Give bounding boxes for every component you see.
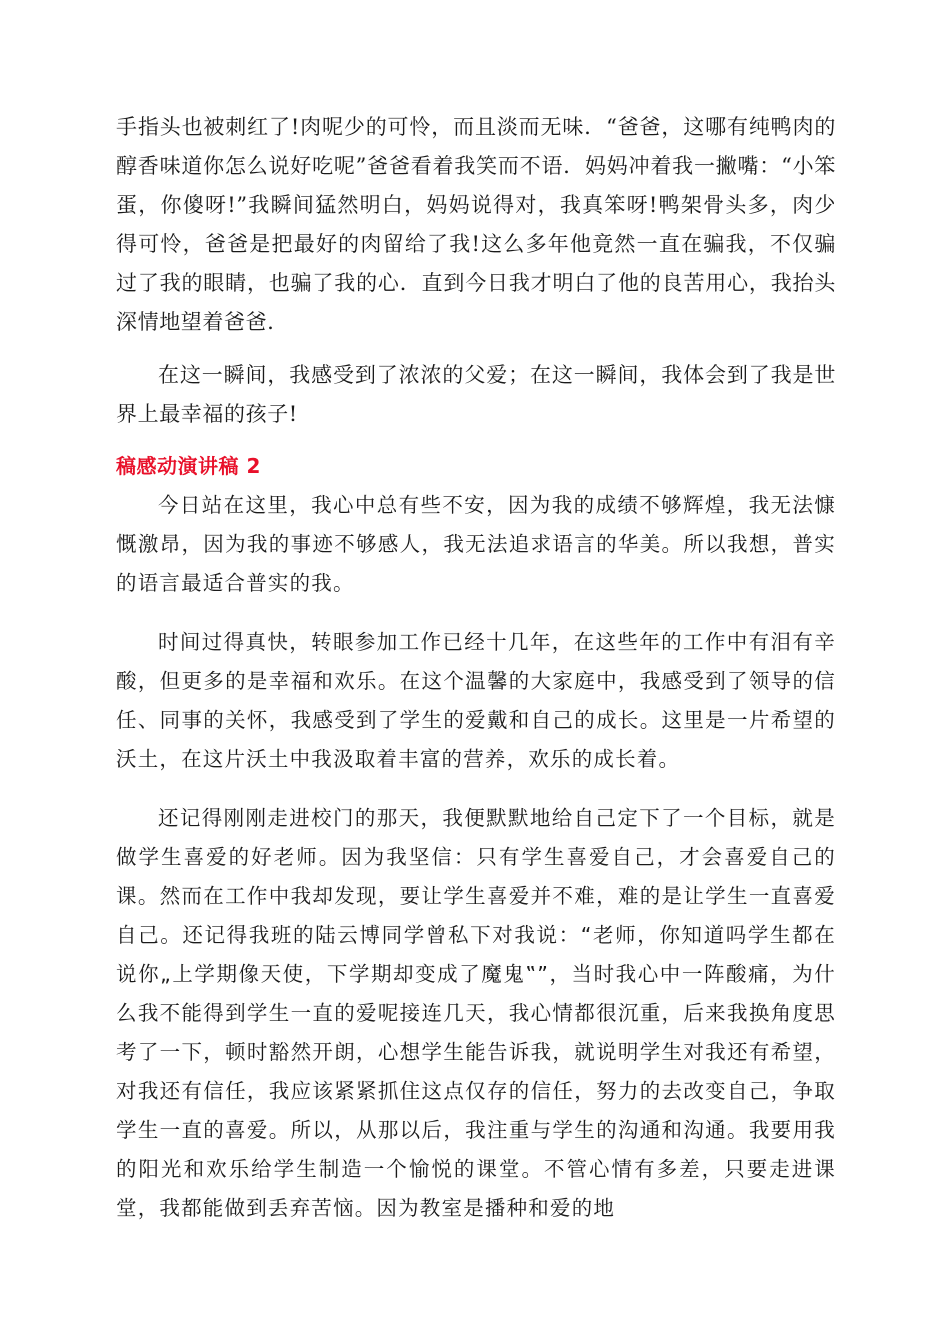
- paragraph-4: 时间过得真快，转眼参加工作已经十几年，在这些年的工作中有泪有辛酸，但更多的是幸福和欢乐。在这个温馨的大家庭中，我感受到了领导的信任、同事的关怀，我感受到了学生的爱戴和自己的成长。这里是一片希望的沃土，在这片沃土中我汲取着丰富的营养，欢乐的成长着。: [116, 630, 836, 771]
- paragraph-3: 今日站在这里，我心中总有些不安，因为我的成绩不够辉煌，我无法慷慨激昂，因为我的事迹不够感人，我无法追求语言的华美。所以我想，普实的语言最适合普实的我。: [116, 493, 836, 595]
- paragraph-5: 还记得刚刚走进校门的那天，我便默默地给自己定下了一个目标，就是做学生喜爱的好老师。因为我坚信：只有学生喜爱自己，才会喜爱自己的课。然而在工作中我却发现，要让学生喜爱并不难，难的是让学生一直喜爱自己。还记得我班的陆云博同学曾私下对我说：“老师，你知道吗学生都在说你„上学期像天使，下学期却变成了魔鬼‟”，当时我心中一阵酸痛，为什么我不能得到学生一直的爱呢接连几天，我心情都很沉重，后来我换角度思考了一下，顿时豁然开朗，心想学生能告诉我，就说明学生对我还有希望，对我还有信任，我应该紧紧抓住这点仅存的信任，努力的去改变自己，争取学生一直的喜爱。所以，从那以后，我注重与学生的沟通和沟通。我要用我的阳光和欢乐给学生制造一个愉悦的课堂。不管心情有多差，只要走进课堂，我都能做到丢弃苦恼。因为教室是播种和爱的地: [116, 806, 836, 1220]
- document-body: [116, 108, 836, 1228]
- paragraph-1: 手指头也被刺红了!肉呢少的可怜，而且淡而无味．“爸爸，这哪有纯鸭肉的醇香味道你怎么说好吃呢”爸爸看着我笑而不语．妈妈冲着我一撇嘴：“小笨蛋，你傻呀!”我瞬间猛然明白，妈妈说得对，我真笨呀!鸭架骨头多，肉少得可怜，爸爸是把最好的肉留给了我!这么多年他竟然一直在骗我，不仅骗过了我的眼睛，也骗了我的心．直到今日我才明白了他的良苦用心，我抬头深情地望着爸爸．: [116, 115, 836, 334]
- paragraph-2: 在这一瞬间，我感受到了浓浓的父爱；在这一瞬间，我体会到了我是世界上最幸福的孩子!: [116, 363, 836, 426]
- section-heading: 稿感动演讲稿 2: [116, 454, 261, 478]
